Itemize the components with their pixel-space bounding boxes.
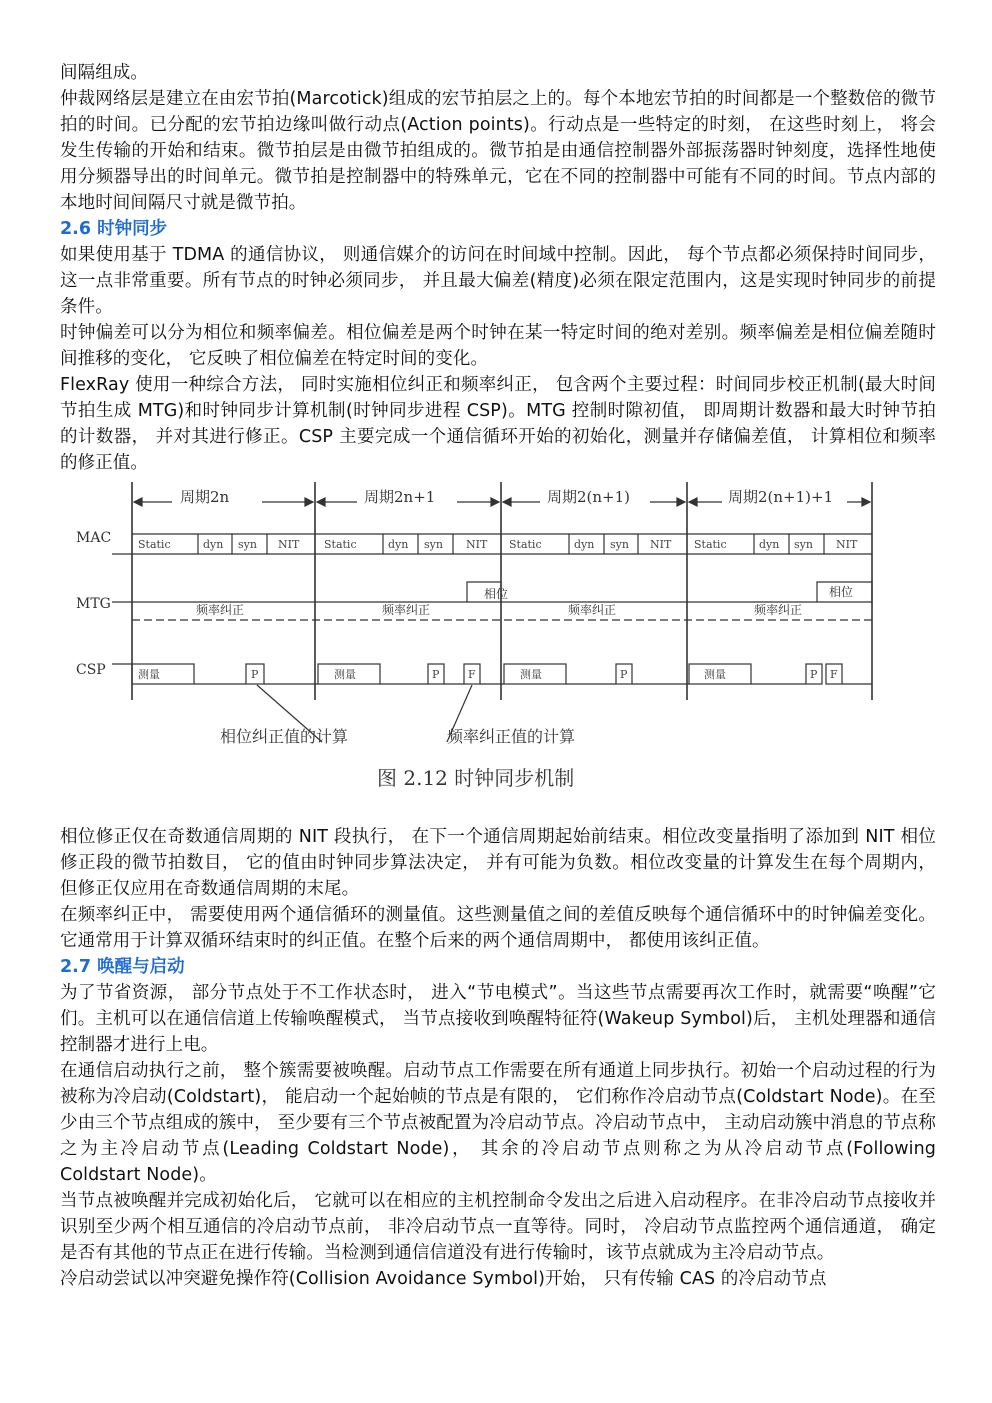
mac-segment: NIT (466, 538, 488, 551)
csp-p: P (432, 668, 440, 681)
period-label: 周期2(n+1) (547, 488, 631, 506)
mac-segment: syn (238, 538, 257, 551)
csp-f: F (468, 668, 476, 681)
section-heading: 2.7 唤醒与启动 (60, 957, 185, 977)
document-page (60, 60, 936, 1292)
section-heading: 2.6 时钟同步 (60, 219, 168, 239)
csp-p: P (251, 668, 259, 681)
mtg-label: 频率纠正 (382, 603, 431, 617)
paragraph: 仲裁网络层是建立在由宏节拍(Marcotick)组成的宏节拍层之上的。每个本地宏节拍的时间都是一个整数倍的微节拍的时间。已分配的宏节拍边缘叫做行动点(Action points)。行动点是一些特定的时刻， 在这些时刻上， 将会发生传输的开始和结束。微节拍层是由微节拍组成的。微节拍是由通信控制器外部振荡器时钟刻度，选择性地使用分频器导出的时间单元。微节拍是控制器中的特殊单元，它在不同的控制器中可能有不同的时间。节点内部的本地时间间隔尺寸就是微节拍。 (60, 89, 936, 213)
timing-diagram (72, 480, 902, 815)
mac-segment: dyn (574, 538, 595, 551)
paragraph: 为了节省资源， 部分节点处于不工作状态时， 进入“节电模式”。当这些节点需要再次工作时，就需要“唤醒”它们。主机可以在通信信道上传输唤醒模式， 当节点接收到唤醒特征符(Wakeup Symbol)后， 主机处理器和通信控制器才进行上电。 (60, 983, 936, 1055)
clock-sync-figure (60, 480, 936, 824)
paragraph: 冷启动尝试以冲突避免操作符(Collision Avoidance Symbol)开始， 只有传输 CAS 的冷启动节点 (60, 1269, 827, 1289)
csp-p: P (810, 668, 818, 681)
mac-segment: NIT (836, 538, 858, 551)
period-label: 周期2n (180, 488, 230, 506)
period-label: 周期2n+1 (364, 488, 436, 506)
mac-segment: syn (424, 538, 443, 551)
mac-segment: Static (509, 538, 542, 551)
mtg-label: 频率纠正 (754, 603, 803, 617)
paragraph: 当节点被唤醒并完成初始化后， 它就可以在相应的主机控制命令发出之后进入启动程序。在非冷启动节点接收并识别至少两个相互通信的冷启动节点前， 非冷启动节点一直等待。同时， 冷启动节点监控两个通信通道， 确定是否有其他的节点正在进行传输。当检测到通信信道没有进行传输时，该节点就成为主冷启动节点。 (60, 1191, 936, 1263)
paragraph: FlexRay 使用一种综合方法， 同时实施相位纠正和频率纠正， 包含两个主要过程：时间同步校正机制(最大时间节拍生成 MTG)和时钟同步计算机制(时钟同步进程 CSP)。MTG 控制时隙初值， 即周期计数器和最大时钟节拍的计数器， 并对其进行修正。CSP 主要完成一个通信循环开始的初始化，测量并存储偏差值， 计算相位和频率的修正值。 (60, 375, 936, 473)
paragraph: 间隔组成。 (60, 63, 148, 83)
csp-measure: 测量 (704, 668, 726, 681)
paragraph: 相位修正仅在奇数通信周期的 NIT 段执行， 在下一个通信周期起始前结束。相位改变量指明了添加到 NIT 相位修正段的微节拍数目， 它的值由时钟同步算法决定， 并有可能为负数。相位改变量的计算发生在每个周期内， 但修正仅应用在奇数通信周期的末尾。 (60, 827, 936, 899)
annotation-phase: 相位纠正值的计算 (220, 727, 349, 746)
mtg-label: 频率纠正 (196, 603, 245, 617)
row-label-mtg: MTG (76, 596, 111, 612)
mtg-label: 频率纠正 (568, 603, 617, 617)
mac-segment: dyn (759, 538, 780, 551)
mac-segment: NIT (278, 538, 300, 551)
mac-segment: Static (138, 538, 171, 551)
annotation-frequency: 频率纠正值的计算 (447, 727, 576, 746)
mac-segment: syn (610, 538, 629, 551)
row-label-csp: CSP (76, 662, 106, 678)
paragraph: 如果使用基于 TDMA 的通信协议， 则通信媒介的访问在时间域中控制。因此， 每个节点都必须保持时间同步， 这一点非常重要。所有节点的时钟必须同步， 并且最大偏差(精度)必须在限定范围内，这是实现时钟同步的前提条件。 (60, 245, 936, 317)
csp-measure: 测量 (520, 668, 542, 681)
mac-segment: dyn (388, 538, 409, 551)
mac-segment: Static (324, 538, 357, 551)
mac-segment: dyn (203, 538, 224, 551)
period-label: 周期2(n+1)+1 (728, 488, 834, 506)
paragraph: 在通信启动执行之前， 整个簇需要被唤醒。启动节点工作需要在所有通道上同步执行。初始一个启动过程的行为被称为冷启动(Coldstart)， 能启动一个起始帧的节点是有限的， 它们称作冷启动节点(Coldstart Node)。在至少由三个节点组成的簇中， 至少要有三个节点被配置为冷启动节点。冷启动节点中， 主动启动簇中消息的节点称之为主冷启动节点(Leading Coldstart Node)， 其余的冷启动节点则称之为从冷启动节点(Following Coldstart Node)。 (60, 1061, 936, 1185)
csp-measure: 测量 (138, 668, 160, 681)
paragraph: 在频率纠正中， 需要使用两个通信循环的测量值。这些测量值之间的差值反映每个通信循环中的时钟偏差变化。它通常用于计算双循环结束时的纠正值。在整个后来的两个通信周期中， 都使用该纠正值。 (60, 905, 936, 951)
csp-p: P (620, 668, 628, 681)
csp-f: F (830, 668, 838, 681)
mtg-phase: 相位 (484, 587, 509, 601)
mac-segment: NIT (650, 538, 672, 551)
row-label-mac: MAC (76, 530, 112, 546)
mac-segment: Static (694, 538, 727, 551)
mac-segment: syn (794, 538, 813, 551)
csp-measure: 测量 (334, 668, 356, 681)
mtg-phase: 相位 (829, 585, 854, 599)
figure-caption: 图 2.12 时钟同步机制 (377, 766, 575, 790)
paragraph: 时钟偏差可以分为相位和频率偏差。相位偏差是两个时钟在某一特定时间的绝对差别。频率偏差是相位偏差随时间推移的变化， 它反映了相位偏差在特定时间的变化。 (60, 323, 936, 369)
